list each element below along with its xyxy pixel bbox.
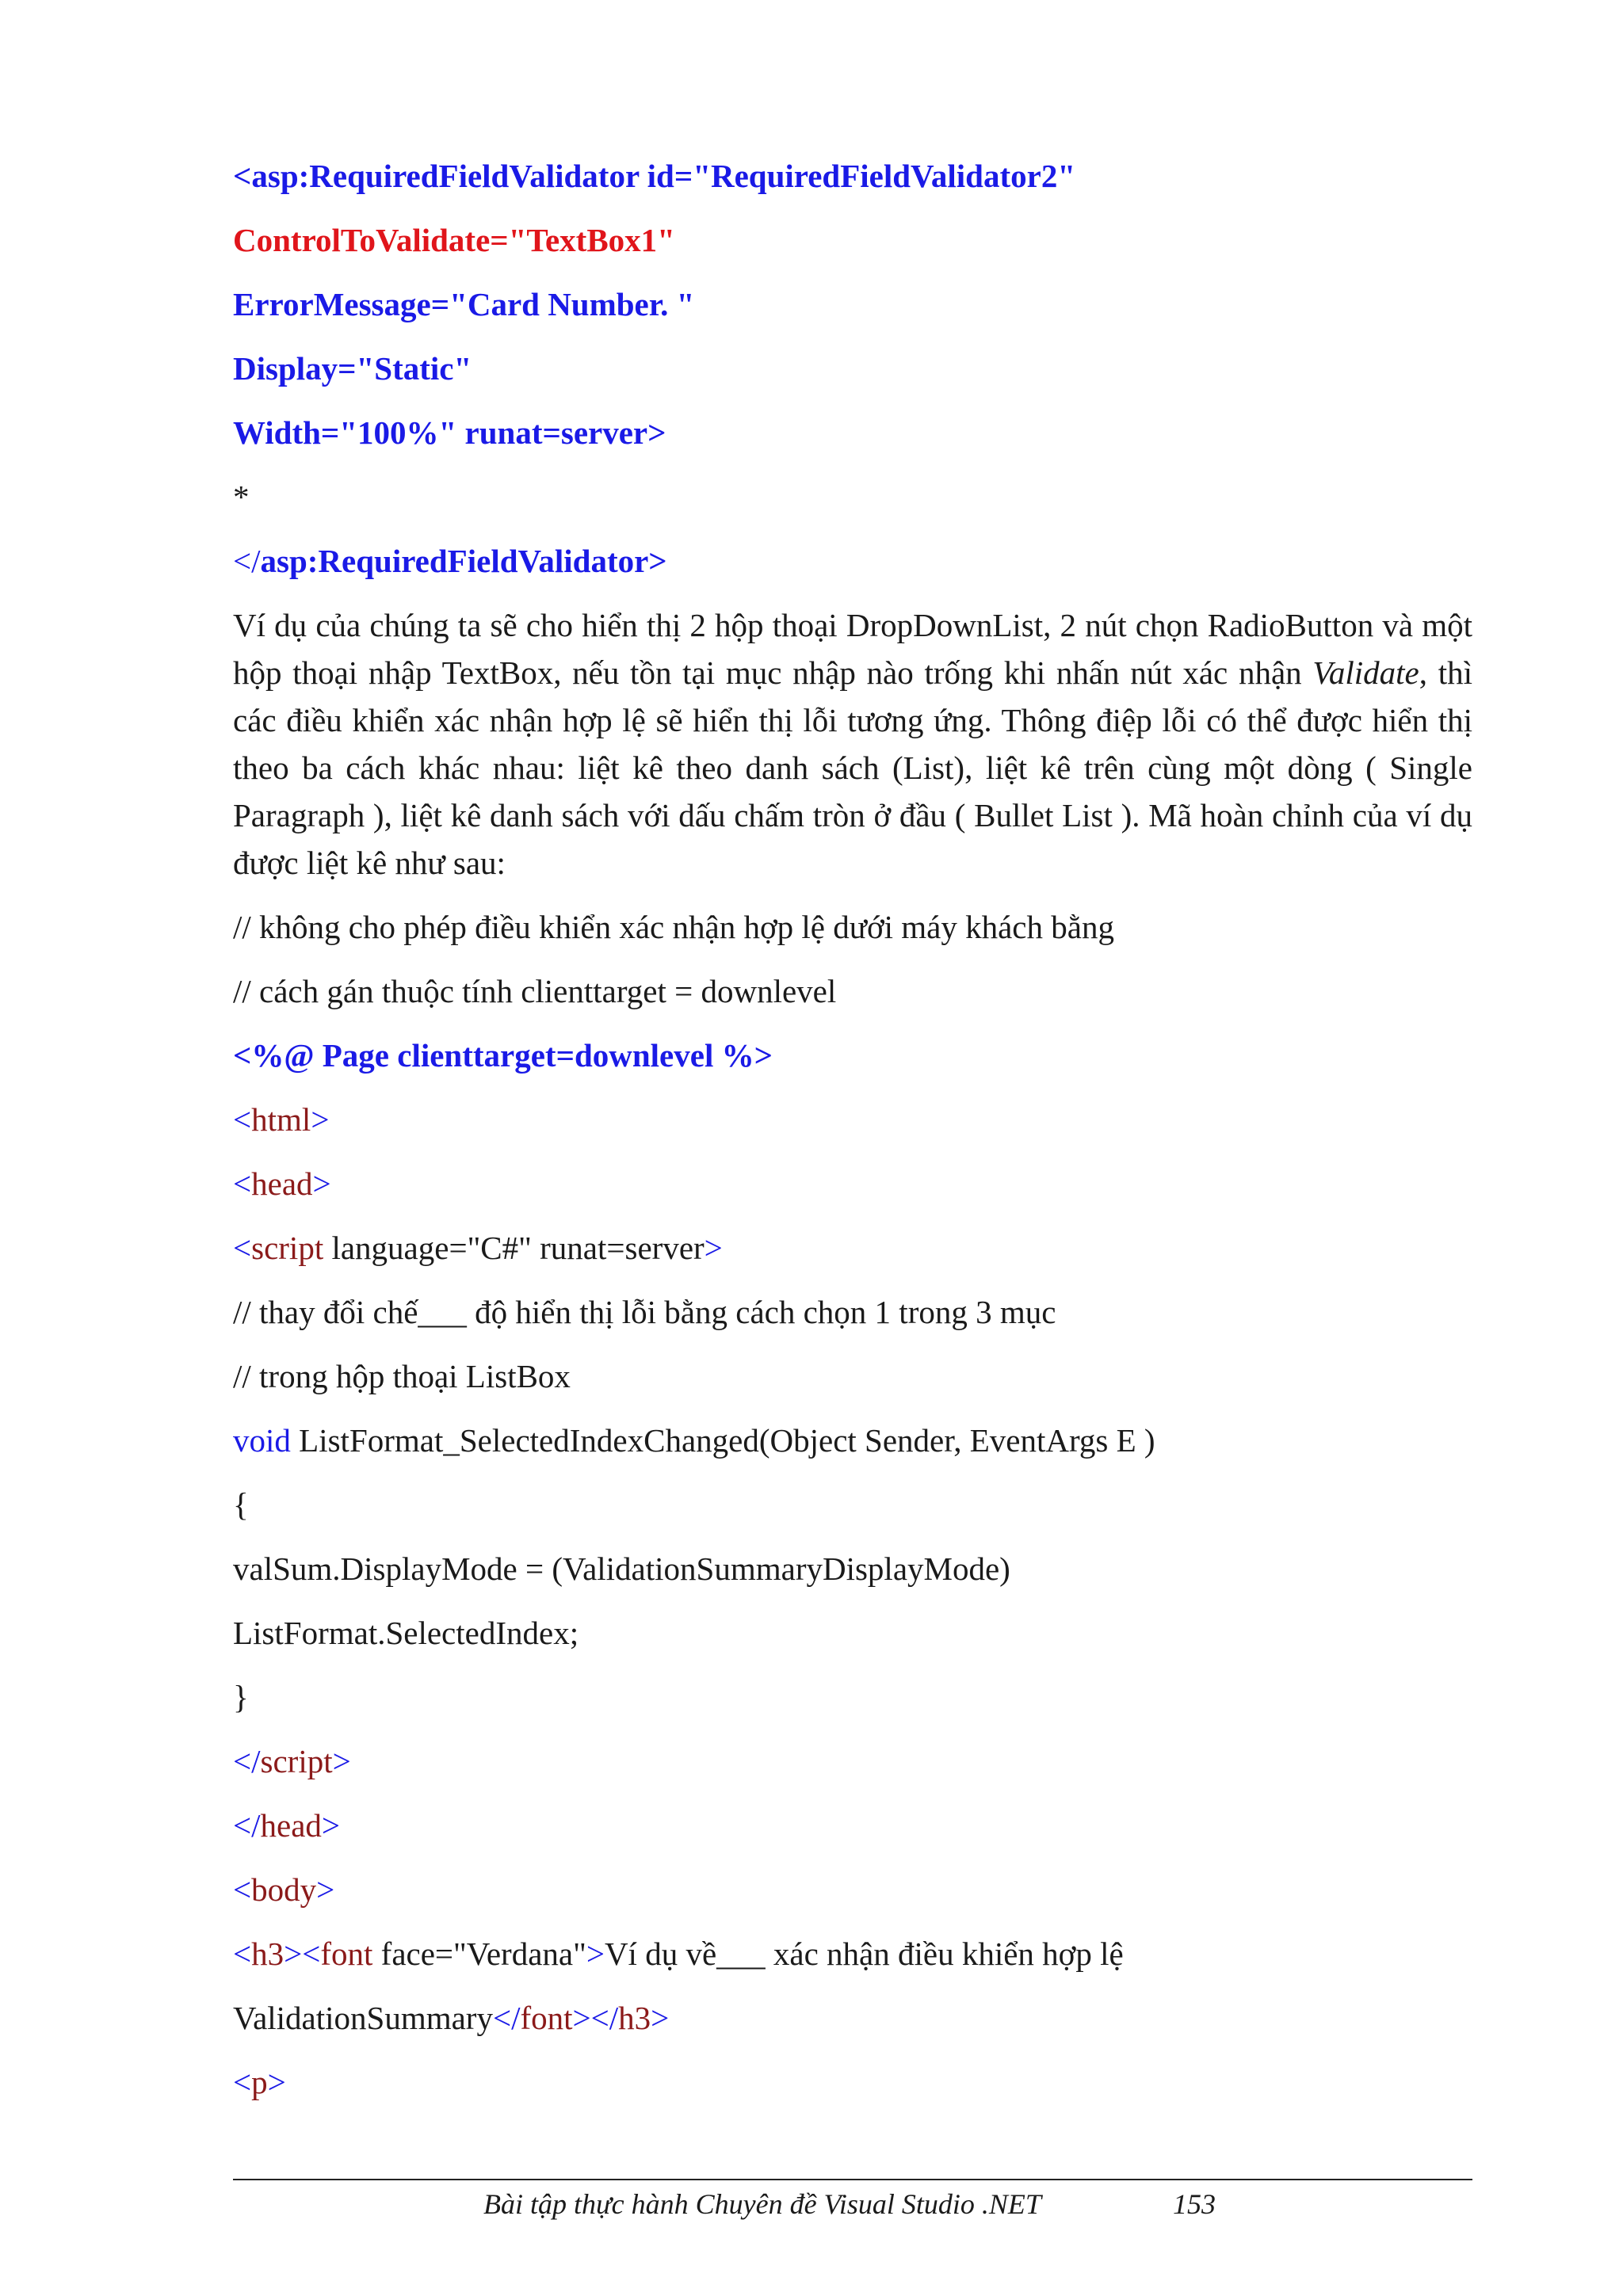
tag-name: h3 <box>618 2000 651 2036</box>
void-keyword: void <box>233 1422 291 1459</box>
bracket: >< <box>284 1936 321 1972</box>
code-method-signature <box>233 1421 1155 1460</box>
code-line-display: Display="Static" <box>233 350 472 387</box>
code-p-tag <box>233 2062 286 2102</box>
tag-attributes: language="C#" runat=server <box>323 1230 705 1266</box>
code-brace-close: } <box>233 1679 249 1715</box>
bracket: > <box>311 1101 330 1138</box>
close-tag-bracket: </ <box>233 543 261 579</box>
bracket: > <box>321 1807 341 1844</box>
code-line-asterisk: * <box>233 479 250 515</box>
tag-attributes: face="Verdana" <box>372 1936 586 1972</box>
tag-name: script <box>251 1230 324 1266</box>
code-h3-line-1 <box>233 1934 1124 1974</box>
footer-divider <box>233 2179 1472 2180</box>
bracket: </ <box>233 1807 261 1844</box>
bracket: < <box>233 1871 252 1908</box>
bracket: > <box>312 1165 331 1202</box>
code-body-tag <box>233 1870 334 1909</box>
page-number: 153 <box>1173 2188 1216 2220</box>
code-line-validator-open: <asp:RequiredFieldValidator id="RequiredFieldValidator2" <box>233 158 1076 194</box>
tag-name: h3 <box>251 1936 285 1972</box>
bracket: ></ <box>572 2000 619 2036</box>
bracket: </ <box>233 1743 261 1779</box>
code-statement-2: ListFormat.SelectedIndex; <box>233 1615 579 1651</box>
bracket: > <box>704 1230 723 1266</box>
code-head-tag <box>233 1164 331 1203</box>
bracket: </ <box>492 2000 521 2036</box>
code-line-width: Width="100%" runat=server> <box>233 414 666 451</box>
code-end-script-tag <box>233 1741 351 1781</box>
paragraph-italic-validate: Validate <box>1312 654 1419 691</box>
bracket: < <box>233 1936 252 1972</box>
code-comment-4: // trong hộp thoại ListBox <box>233 1358 571 1394</box>
tag-name: head <box>260 1807 322 1844</box>
tag-name: html <box>251 1101 311 1138</box>
tag-name: body <box>251 1871 317 1908</box>
tag-name: p <box>251 2064 268 2100</box>
tag-name: head <box>251 1165 313 1202</box>
code-comment-1: // không cho phép điều khiển xác nhận hợp lệ dưới máy khách bằng <box>233 909 1114 945</box>
code-comment-2: // cách gán thuộc tính clienttarget = downlevel <box>233 973 837 1009</box>
code-comment-3: // thay đổi chế___ độ hiển thị lỗi bằng cách chọn 1 trong 3 mục <box>233 1294 1056 1330</box>
tag-name: font <box>520 2000 573 2036</box>
code-script-tag <box>233 1228 723 1268</box>
code-html-tag <box>233 1100 329 1139</box>
bracket: > <box>267 2064 286 2100</box>
code-end-head-tag <box>233 1806 340 1845</box>
method-name: ListFormat_SelectedIndexChanged(Object Sender, EventArgs E ) <box>290 1422 1155 1459</box>
bracket: < <box>233 1165 252 1202</box>
code-line-error-message: ErrorMessage="Card Number. " <box>233 286 695 322</box>
bracket: > <box>332 1743 351 1779</box>
tag-name: font <box>320 1936 373 1972</box>
paragraph-part-1: Ví dụ của chúng ta sẽ cho hiển thị 2 hộp thoại DropDownList, 2 nút chọn RadioButton và một hộp thoại nhập TextBox, nếu tồn tại mục nhập nào trống khi nhấn nút xác nhận <box>233 607 1472 691</box>
bracket: > <box>316 1871 335 1908</box>
code-h3-line-2 <box>233 1998 669 2038</box>
bracket: < <box>233 2064 252 2100</box>
code-line-validator-close <box>233 541 667 581</box>
tag-name: script <box>260 1743 333 1779</box>
code-statement-1: valSum.DisplayMode = (ValidationSummaryDisplayMode) <box>233 1550 1010 1587</box>
code-page-directive: <%@ Page clienttarget=downlevel %> <box>233 1037 773 1074</box>
bracket: > <box>586 1936 605 1972</box>
bracket: < <box>233 1101 252 1138</box>
heading-text: Ví dụ về___ xác nhận điều khiển hợp lệ <box>604 1936 1124 1972</box>
code-line-control-to-validate: ControlToValidate="TextBox1" <box>233 222 675 258</box>
code-brace-open: { <box>233 1486 249 1523</box>
close-tag-name: asp:RequiredFieldValidator> <box>260 543 667 579</box>
paragraph-part-2: , thì các điều khiển xác nhận hợp lệ sẽ hiển thị lỗi tương ứng. Thông điệp lỗi có thể được hiển thị theo ba cách khác nhau: liệt kê theo danh sách (List), liệt kê trên cùng một dòng ( Single Paragraph ), liệt kê danh sách với dấu chấm tròn ở đầu ( Bullet List ). Mã hoàn chỉnh của ví dụ được liệt kê như sau: <box>233 654 1472 881</box>
bracket: < <box>233 1230 252 1266</box>
bracket: > <box>651 2000 670 2036</box>
heading-text: ValidationSummary <box>233 2000 493 2036</box>
footer-title: Bài tập thực hành Chuyên đề Visual Studio .NET <box>483 2188 1041 2220</box>
explanation-paragraph <box>233 601 1472 887</box>
